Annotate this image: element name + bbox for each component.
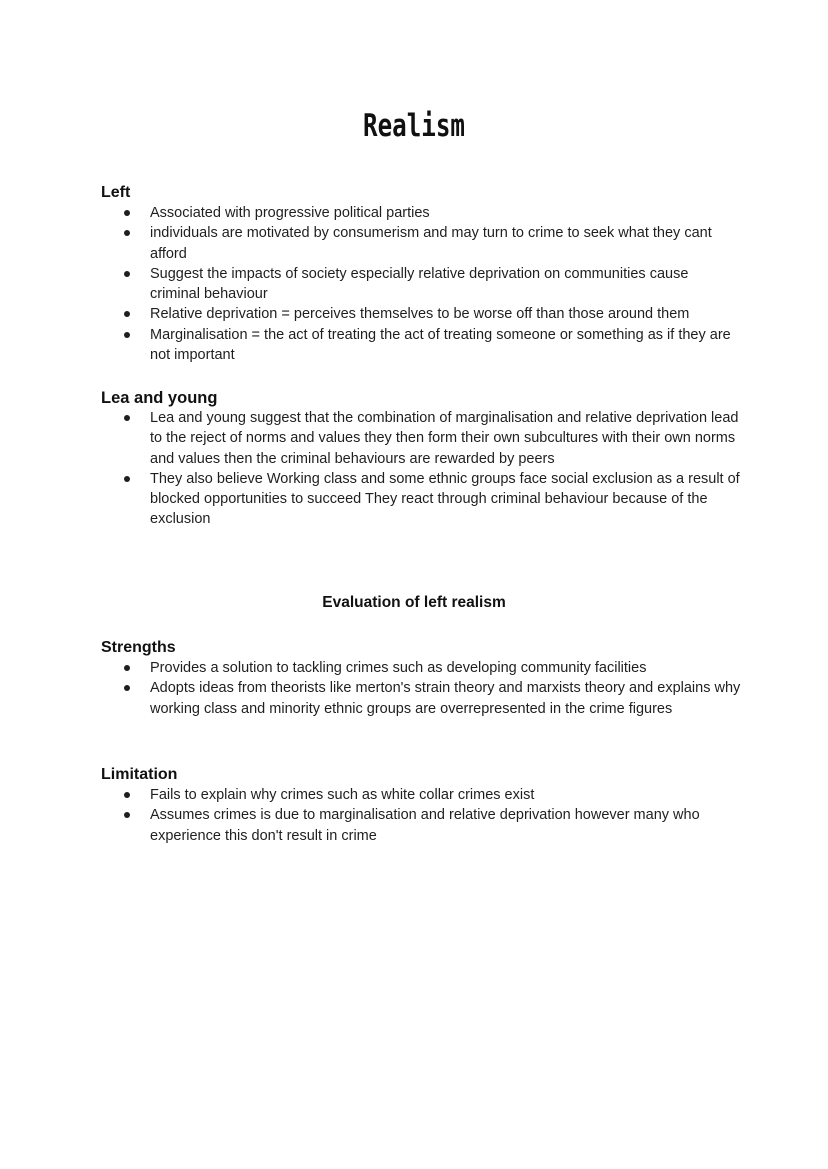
bullet-icon bbox=[124, 271, 130, 277]
list-item: Marginalisation = the act of treating the act of treating someone or something as if they are not important bbox=[150, 325, 741, 366]
section-heading-left: Left bbox=[101, 184, 131, 201]
page-title: Realism bbox=[363, 108, 465, 144]
list-item: Provides a solution to tackling crimes such as developing community facilities bbox=[150, 658, 741, 678]
section-heading-limitation: Limitation bbox=[101, 766, 178, 783]
list-strengths bbox=[101, 658, 741, 719]
section-strengths bbox=[101, 638, 741, 719]
bullet-icon bbox=[124, 332, 130, 338]
list-item: Suggest the impacts of society especially relative deprivation on communities cause criminal behaviour bbox=[150, 264, 741, 305]
section-limitation bbox=[101, 765, 741, 846]
list-item: Fails to explain why crimes such as white collar crimes exist bbox=[150, 785, 741, 805]
section-heading-strengths: Strengths bbox=[101, 639, 176, 656]
list-left bbox=[101, 203, 741, 365]
list-item: They also believe Working class and some ethnic groups face social exclusion as a result of blocked opportunities to succeed They react through criminal behaviour because of the exclusion bbox=[150, 469, 741, 530]
list-item: individuals are motivated by consumerism and may turn to crime to seek what they cant afford bbox=[150, 223, 741, 264]
section-lea-young bbox=[101, 388, 741, 530]
list-item: Relative deprivation = perceives themselves to be worse off than those around them bbox=[150, 304, 741, 324]
bullet-icon bbox=[124, 210, 130, 216]
list-lea-young bbox=[101, 408, 741, 530]
bullet-icon bbox=[124, 311, 130, 317]
list-item: Lea and young suggest that the combination of marginalisation and relative deprivation lead to the reject of norms and values they then form their own subcultures with their own norms and values then the criminal behaviours are rewarded by peers bbox=[150, 408, 741, 469]
list-item: Adopts ideas from theorists like merton's strain theory and marxists theory and explains why working class and minority ethnic groups are overrepresented in the crime figures bbox=[150, 678, 741, 719]
evaluation-heading: Evaluation of left realism bbox=[322, 594, 506, 611]
section-heading-lea-young: Lea and young bbox=[101, 389, 218, 407]
bullet-icon bbox=[124, 476, 130, 482]
list-item: Associated with progressive political parties bbox=[150, 203, 741, 223]
bullet-icon bbox=[124, 230, 130, 236]
bullet-icon bbox=[124, 415, 130, 421]
bullet-icon bbox=[124, 792, 130, 798]
section-left bbox=[101, 183, 741, 365]
bullet-icon bbox=[124, 685, 130, 691]
bullet-icon bbox=[124, 812, 130, 818]
list-item: Assumes crimes is due to marginalisation and relative deprivation however many who experience this don't result in crime bbox=[150, 805, 741, 846]
list-limitation bbox=[101, 785, 741, 846]
bullet-icon bbox=[124, 665, 130, 671]
